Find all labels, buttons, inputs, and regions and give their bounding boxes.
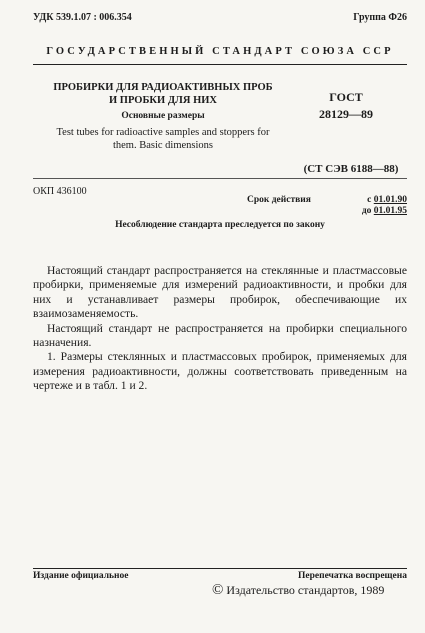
legal-warning: Несоблюдение стандарта преследуется по закону — [115, 220, 325, 230]
paragraph-exclusion: Настоящий стандарт не распространяется на пробирки специального назначения. — [33, 321, 407, 350]
standard-title: ГОСУДАРСТВЕННЫЙ СТАНДАРТ СОЮЗА ССР — [46, 46, 394, 57]
validity-from-date: 01.01.90 — [373, 195, 407, 205]
doc-title — [33, 81, 293, 107]
paragraph-dimensions: 1. Размеры стеклянных и пластмассовых пробирок, применяемых для измерения радиоактивности, должны соответствовать приведенным на чертеже и в табл. 1 и 2. — [33, 350, 407, 393]
group-code: Группа Ф26 — [353, 12, 407, 23]
title-line-1: ПРОБИРКИ ДЛЯ РАДИОАКТИВНЫХ ПРОБ — [53, 82, 273, 93]
validity-from: с 01.01.90 — [367, 195, 407, 205]
okp-code: ОКП 436100 — [33, 186, 87, 197]
header-row — [33, 12, 407, 23]
validity-to-date: 01.01.95 — [373, 206, 407, 216]
header-rule — [33, 64, 407, 65]
standard-heading — [33, 46, 407, 57]
gost-number: 28129—89 — [319, 107, 373, 121]
udk-code: УДК 539.1.07 : 006.354 — [33, 12, 132, 23]
footer-row — [33, 571, 407, 581]
english-line-1: Test tubes for radioactive samples and stoppers for — [56, 127, 270, 138]
english-title — [33, 127, 293, 152]
official-edition: Издание официальное — [33, 571, 129, 581]
validity-label: Срок действия — [247, 195, 311, 205]
validity-block — [247, 195, 407, 217]
validity-to: до 01.01.95 — [361, 206, 407, 216]
title-rule — [33, 178, 407, 179]
doc-subtitle: Основные размеры — [121, 111, 205, 121]
reprint-prohibited: Перепечатка воспрещена — [297, 571, 407, 581]
body-text — [33, 264, 407, 394]
copyright-icon: © — [212, 582, 224, 598]
publisher: Издательство стандартов, 1989 — [226, 583, 385, 597]
copyright-line — [212, 582, 384, 599]
paragraph-scope: Настоящий стандарт распространяется на стеклянные и пластмассовые пробирки, применяемые для измерений радиоактивности, и пробки для них и устанавливает размеры пробирок, обеспечивающие их взаимозаменяемость. — [33, 264, 407, 321]
footer-rule — [33, 568, 407, 569]
english-line-2: them. Basic dimensions — [112, 139, 214, 151]
title-line-2: И ПРОБКИ ДЛЯ НИХ — [109, 95, 217, 106]
st-sev-number: (СТ СЭВ 6188—88) — [303, 163, 399, 175]
gost-label: ГОСТ — [329, 90, 363, 104]
